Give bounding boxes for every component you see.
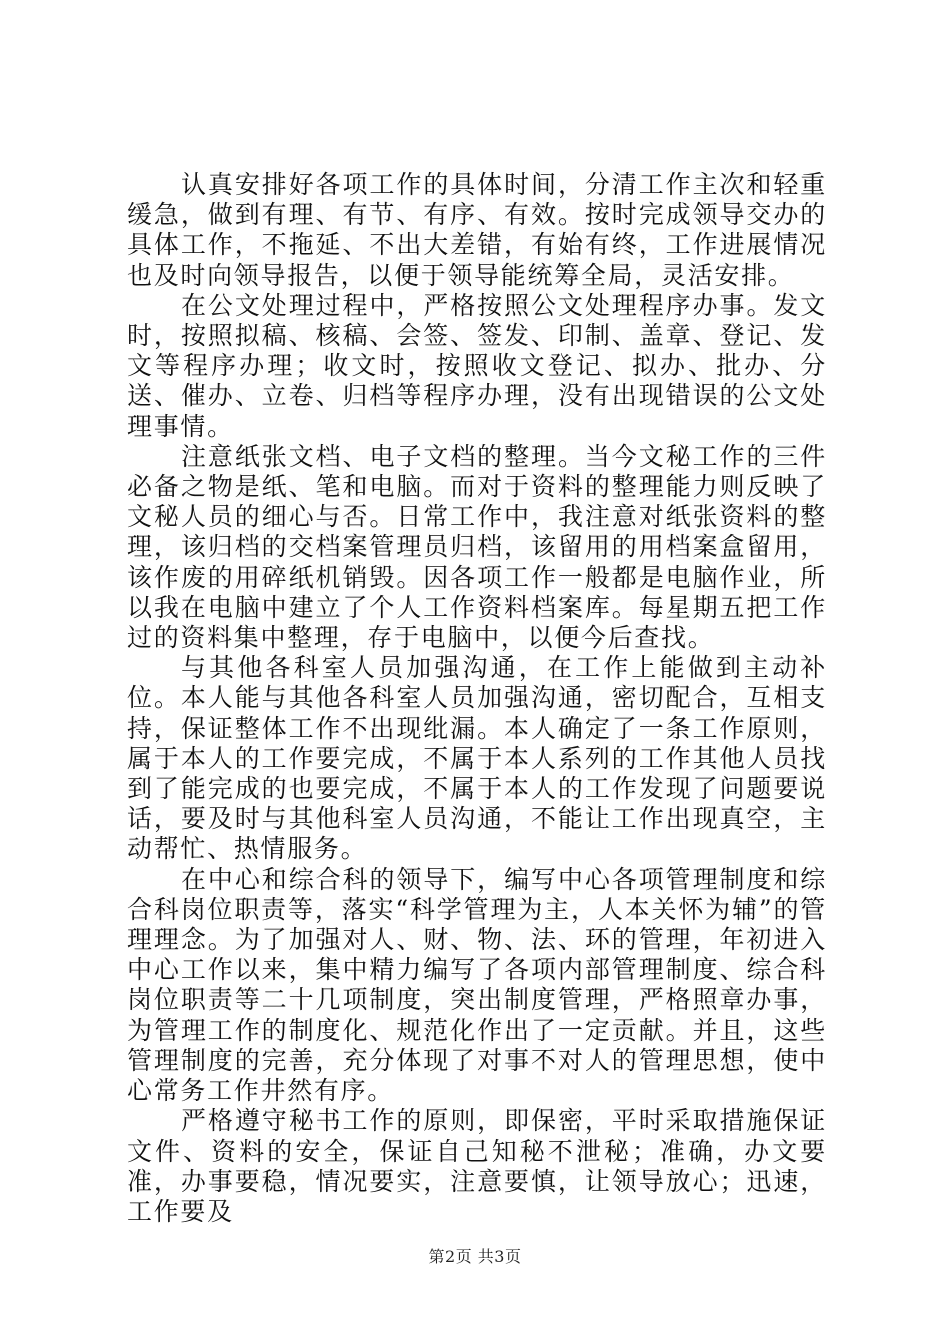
- paragraph-confidentiality: 严格遵守秘书工作的原则，即保密，平时采取措施保证文件、资料的安全，保证自己知秘不泄秘；准确，办文要准，办事要稳，情况要实，注意要慎，让领导放心；迅速，工作要及: [127, 1106, 827, 1226]
- paragraph-management-rules: 在中心和综合科的领导下，编写中心各项管理制度和综合科岗位职责等，落实“科学管理为主，人本关怀为辅”的管理理念。为了加强对人、财、物、法、环的管理，年初进入中心工作以来，集中精力编写了各项内部管理制度、综合科岗位职责等二十几项制度，突出制度管理，严格照章办事，为管理工作的制度化、规范化作出了一定贡献。并且，这些管理制度的完善，充分体现了对事不对人的管理思想，使中心常务工作井然有序。: [127, 864, 827, 1106]
- paragraph-official-documents: 在公文处理过程中，严格按照公文处理程序办事。发文时，按照拟稿、核稿、会签、签发、印制、盖章、登记、发文等程序办理；收文时，按照收文登记、拟办、批办、分送、催办、立卷、归档等程序办理，没有出现错误的公文处理事情。: [127, 290, 827, 441]
- paragraph-filing: 注意纸张文档、电子文档的整理。当今文秘工作的三件必备之物是纸、笔和电脑。而对于资料的整理能力则反映了文秘人员的细心与否。日常工作中，我注意对纸张资料的整理，该归档的交档案管理员归档，该留用的用档案盒留用，该作废的用碎纸机销毁。因各项工作一般都是电脑作业，所以我在电脑中建立了个人工作资料档案库。每星期五把工作过的资料集中整理，存于电脑中，以便今后查找。: [127, 441, 827, 653]
- page-number-footer: 第2页 共3页: [428, 1247, 522, 1266]
- paragraph-schedule: 认真安排好各项工作的具体时间，分清工作主次和轻重缓急，做到有理、有节、有序、有效。按时完成领导交办的具体工作，不拖延、不出大差错，有始有终，工作进展情况也及时向领导报告，以便于领导能统筹全局，灵活安排。: [127, 170, 827, 290]
- document-body: [127, 170, 827, 1227]
- paragraph-communication: 与其他各科室人员加强沟通，在工作上能做到主动补位。本人能与其他各科室人员加强沟通，密切配合，互相支持，保证整体工作不出现纰漏。本人确定了一条工作原则，属于本人的工作要完成，不属于本人系列的工作其他人员找到了能完成的也要完成，不属于本人的工作发现了问题要说话，要及时与其他科室人员沟通，不能让工作出现真空，主动帮忙、热情服务。: [127, 653, 827, 864]
